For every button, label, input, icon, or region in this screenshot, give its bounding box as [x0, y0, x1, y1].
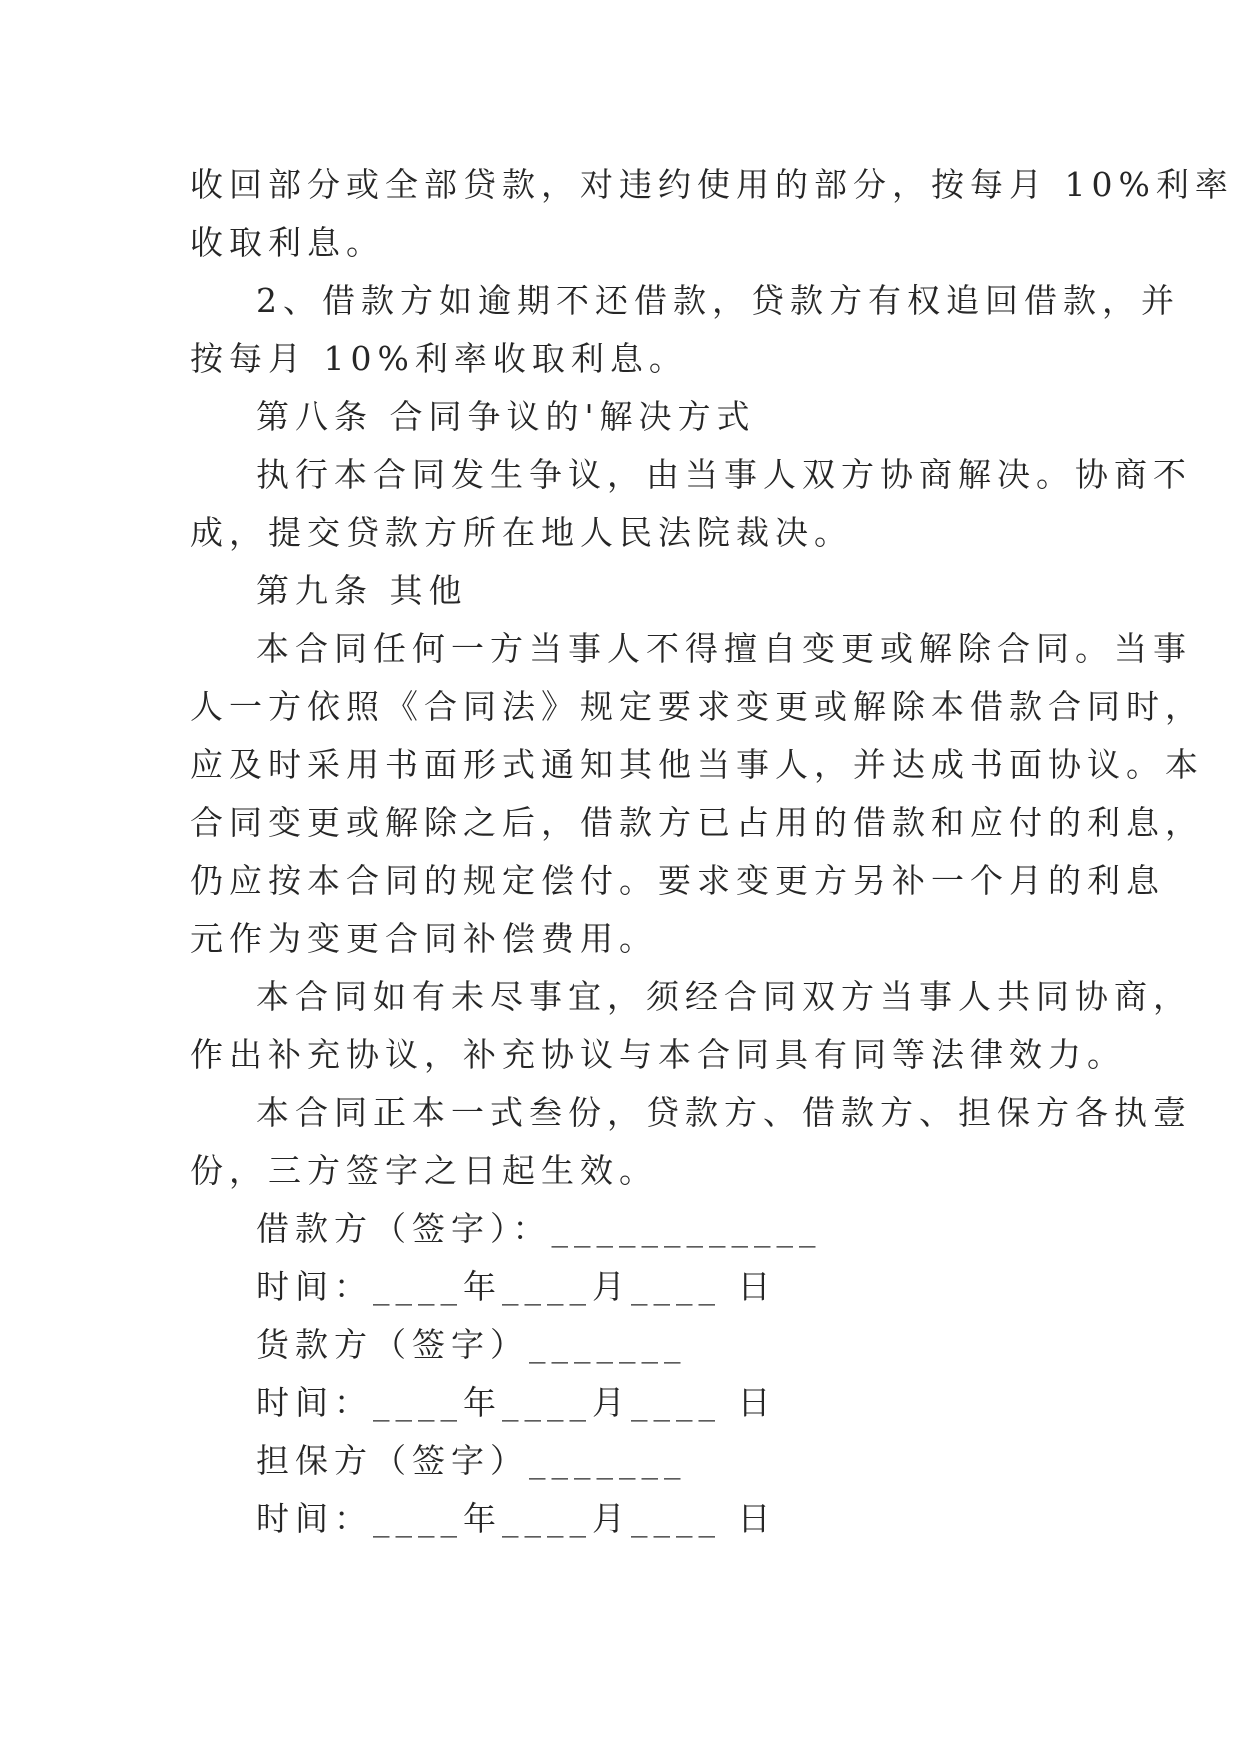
paragraph-line: 合同变更或解除之后，借款方已占用的借款和应付的利息，	[190, 803, 1204, 842]
paragraph-line: 成，提交贷款方所在地人民法院裁决。	[190, 513, 853, 552]
borrower-signature-line: 借款方（签字）：____________	[256, 1209, 822, 1248]
section-heading: 第八条 合同争议的'解决方式	[256, 397, 756, 436]
document-page	[190, 156, 1234, 1548]
paragraph-line: 作出补充协议，补充协议与本合同具有同等法律效力。	[190, 1035, 1126, 1074]
paragraph-line: 仍应按本合同的规定偿付。要求变更方另补一个月的利息	[190, 861, 1165, 900]
paragraph-line: 收回部分或全部贷款，对违约使用的部分，按每月 10%利率	[190, 165, 1234, 204]
paragraph-line: 本合同正本一式叁份，贷款方、借款方、担保方各执壹	[256, 1093, 1192, 1132]
paragraph-line: 本合同任何一方当事人不得擅自变更或解除合同。当事	[256, 629, 1192, 668]
date-line: 时间：____年____月____ 日	[256, 1499, 777, 1538]
guarantor-signature-line: 担保方（签字）_______	[256, 1441, 687, 1480]
paragraph-line: 份，三方签字之日起生效。	[190, 1151, 658, 1190]
section-heading: 第九条 其他	[256, 571, 468, 610]
date-line: 时间：____年____月____ 日	[256, 1267, 777, 1306]
date-line: 时间：____年____月____ 日	[256, 1383, 777, 1422]
paragraph-line: 2、借款方如逾期不还借款，贷款方有权追回借款，并	[256, 281, 1180, 320]
paragraph-line: 应及时采用书面形式通知其他当事人，并达成书面协议。本	[190, 745, 1204, 784]
paragraph-line: 收取利息。	[190, 223, 385, 262]
paragraph-line: 按每月 10%利率收取利息。	[190, 339, 688, 378]
paragraph-line: 人一方依照《合同法》规定要求变更或解除本借款合同时，	[190, 687, 1204, 726]
lender-signature-line: 货款方（签字）_______	[256, 1325, 687, 1364]
paragraph-line: 元作为变更合同补偿费用。	[190, 919, 658, 958]
paragraph-line: 执行本合同发生争议，由当事人双方协商解决。协商不	[256, 455, 1192, 494]
paragraph-line: 本合同如有未尽事宜，须经合同双方当事人共同协商，	[256, 977, 1192, 1016]
